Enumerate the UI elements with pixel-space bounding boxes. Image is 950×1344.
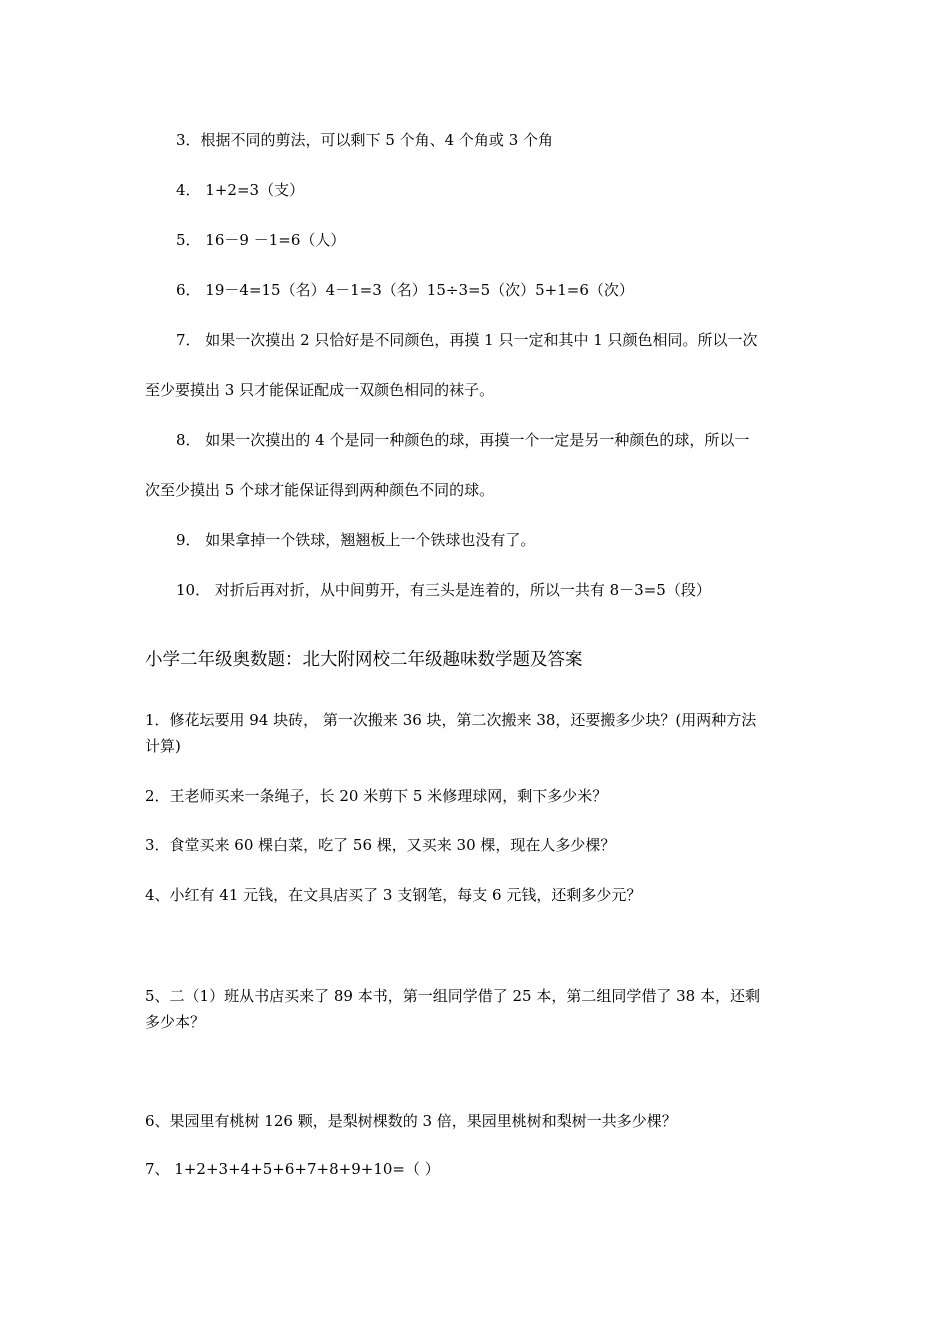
question-4: 4、小红有 41 元钱，在文具店买了 3 支钢笔，每支 6 元钱，还剩多少元？ (145, 886, 642, 904)
question-5-line-2: 多少本？ (145, 1013, 206, 1031)
answer-6: 6． 19－4=15（名）4－1=3（名）15÷3=5（次）5+1=6（次） (176, 281, 634, 299)
question-5-line-1: 5、二（1）班从书店买来了 89 本书，第一组同学借了 25 本，第二组同学借了 38 本，还剩 (145, 987, 760, 1005)
answer-4: 4． 1+2=3（支） (176, 181, 305, 199)
question-7: 7、 1+2+3+4+5+6+7+8+9+10=（ ） (145, 1160, 440, 1178)
answer-9: 9． 如果拿掉一个铁球，翘翘板上一个铁球也没有了。 (176, 531, 536, 549)
section-title: 小学二年级奥数题：北大附网校二年级趣味数学题及答案 (145, 650, 583, 670)
answer-5: 5． 16－9 －1=6（人） (176, 231, 346, 249)
answer-7-line-2: 至少要摸出 3 只才能保证配成一双颜色相同的袜子。 (145, 381, 495, 399)
question-1-line-1: 1．修花坛要用 94 块砖， 第一次搬来 36 块，第二次搬来 38，还要搬多少块？(用两种方法 (145, 711, 757, 729)
answer-3: 3．根据不同的剪法，可以剩下 5 个角、4 个角或 3 个角 (176, 131, 554, 149)
answer-10: 10． 对折后再对折，从中间剪开，有三头是连着的，所以一共有 8－3=5（段） (176, 581, 711, 599)
question-2: 2．王老师买来一条绳子，长 20 米剪下 5 米修理球网，剩下多少米？ (145, 787, 608, 805)
question-1-line-2: 计算) (145, 737, 181, 755)
answer-8-line-2: 次至少摸出 5 个球才能保证得到两种颜色不同的球。 (145, 481, 495, 499)
answer-7-line-1: 7． 如果一次摸出 2 只恰好是不同颜色，再摸 1 只一定和其中 1 只颜色相同。所以一次 (176, 331, 758, 349)
answer-8-line-1: 8． 如果一次摸出的 4 个是同一种颜色的球，再摸一个一定是另一种颜色的球，所以一 (176, 431, 750, 449)
question-3: 3．食堂买来 60 棵白菜，吃了 56 棵，又买来 30 棵，现在人多少棵？ (145, 836, 616, 854)
question-6: 6、果园里有桃树 126 颗，是梨树棵数的 3 倍，果园里桃树和梨树一共多少棵？ (145, 1112, 677, 1130)
